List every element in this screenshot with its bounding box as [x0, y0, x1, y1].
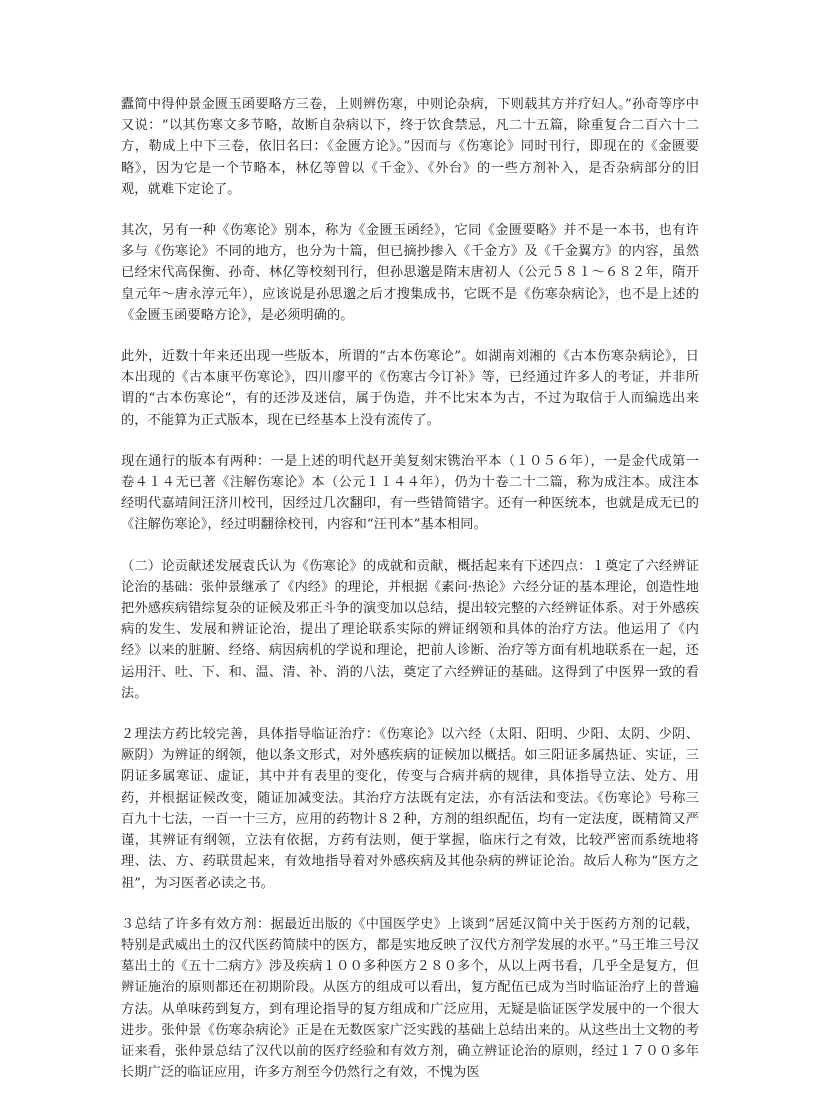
paragraph-3: 此外，近数十年来还出现一些版本，所谓的“古本伤寒论”。如湖南刘湘的《古本伤寒杂病论》，日本出现的《古本康平伤寒论》，四川廖平的《伤寒古今订补》等，已经通过许多人的考证，并非所谓的“古本伤寒论”，有的还涉及迷信，属于伪造，并不比宋本为古，不过为取信于人而编选出来的，不能算为正式版本，现在已经基本上没有流传了。	[121, 349, 699, 428]
paragraph-4: 现在通行的版本有两种：一是上述的明代赵开美复刻宋镌治平本（１０５６年），一是金代成第一卷４１４无已著《注解伤寒论》本（公元１１４４年），仍为十卷二十二篇，称为成注本。成注本经明代嘉靖间汪济川校刊，因经过几次翻印，有一些错简错字。还有一种医统本，也就是成无已的《注解伤寒论》，经过明翻徐校刊，内容和“汪刊本”基本相同。	[121, 453, 699, 533]
paragraph-7: ３总结了许多有效方剂：据最近出版的《中国医学史》上谈到“居延汉简中关于医药方剂的记载，特别是武威出土的汉代医药简牍中的医方，都是实地反映了汉代方剂学发展的水平。”马王堆三号汉墓出土的《五十二病方》涉及疾病１００多种医方２８０多个，从以上两书看，几乎全是复方，但辨证施治的原则都还在初期阶段。从医方的组成可以看出，复方配伍已成为当时临证治疗上的普遍方法。从单味药到复方，到有理论指导的复方组成和广泛应用，无疑是临证医学发展中的一个很大进步。张仲景《伤寒杂病论》正是在无数医家广泛实践的基础上总结出来的。从这些出土文物的考证来看，张仲景总结了汉代以前的医疗经验和有效方剂，确立辨证论治的原则，经过１７００多年长期广泛的临证应用，许多方剂至今仍然行之有效，不愧为医	[121, 916, 699, 1081]
paragraph-2: 其次，另有一种《伤寒论》别本，称为《金匮玉函经》，它同《金匮要略》并不是一本书，也有许多与《伤寒论》不同的地方，也分为十篇，但已摘抄掺入《千金方》及《千金翼方》的内容，虽然已经宋代高保衡、孙奇、林亿等校刻刊行，但孙思邈是隋末唐初人（公元５８１～６８２年，隋开皇元年～唐永淳元年），应该说是孙思邈之后才搜集成书，它既不是《伤寒杂病论》，也不是上述的《金匮玉函要略方论》，是必须明确的。	[121, 223, 699, 323]
paragraph-5: （二）论贡献述发展袁氏认为《伤寒论》的成就和贡献，概括起来有下述四点：１奠定了六经辨证论治的基础：张仲景继承了《内经》的理论，并根据《素问·热论》六经分证的基本理论，创造性地把外感疾病错综复杂的证候及邪正斗争的演变加以总结，提出较完整的六经辨证体系。对于外感疾病的发生、发展和辨证论治，提出了理论联系实际的辨证纲领和具体的治疗方法。他运用了《内经》以来的脏腑、经络、病因病机的学说和理论，把前人诊断、治疗等方面有机地联系在一起，还运用汗、吐、下、和、温、清、补、消的八法，奠定了六经辨证的基础。这得到了中医界一致的看法。	[121, 558, 699, 701]
paragraph-1: 蠹简中得仲景金匮玉函要略方三卷，上则辨伤寒，中则论杂病，下则载其方并疗妇人。”孙奇等序中又说：“以其伤寒文多节略，故断自杂病以下，终于饮食禁忌，凡二十五篇，除重复合二百六十二方，勒成上中下三卷，依旧名曰：《金匮方论》。”因而与《伤寒论》同时刊行，即现在的《金匮要略》，因为它是一个节略本，林亿等曾以《千金》、《外台》的一些方剂补入，是否杂病部分的旧观，就难下定论了。	[121, 97, 699, 197]
document-body	[121, 94, 699, 1103]
paragraph-6: ２理法方药比较完善，具体指导临证治疗：《伤寒论》以六经（太阳、阳明、少阳、太阴、少阴、厥阴）为辨证的纲领，他以条文形式，对外感疾病的证候加以概括。如三阳证多属热证、实证，三阴证多属寒证、虚证，其中并有表里的变化，传变与合病并病的规律，具体指导立法、处方、用药，并根据证候改变，随证加减变法。其治疗方法既有定法，亦有活法和变法。《伤寒论》号称三百九十七法，一百一十三方，应用的药物计８２种，方剂的组织配伍，均有一定法度，既精简又严谨，其辨证有纲领，立法有依据，方药有法则，便于掌握，临床行之有效，比较严密而系统地将理、法、方、药联贯起来，有效地指导着对外感疾病及其他杂病的辨证论治。故后人称为“医方之祖”，为习医者必读之书。	[121, 727, 699, 891]
